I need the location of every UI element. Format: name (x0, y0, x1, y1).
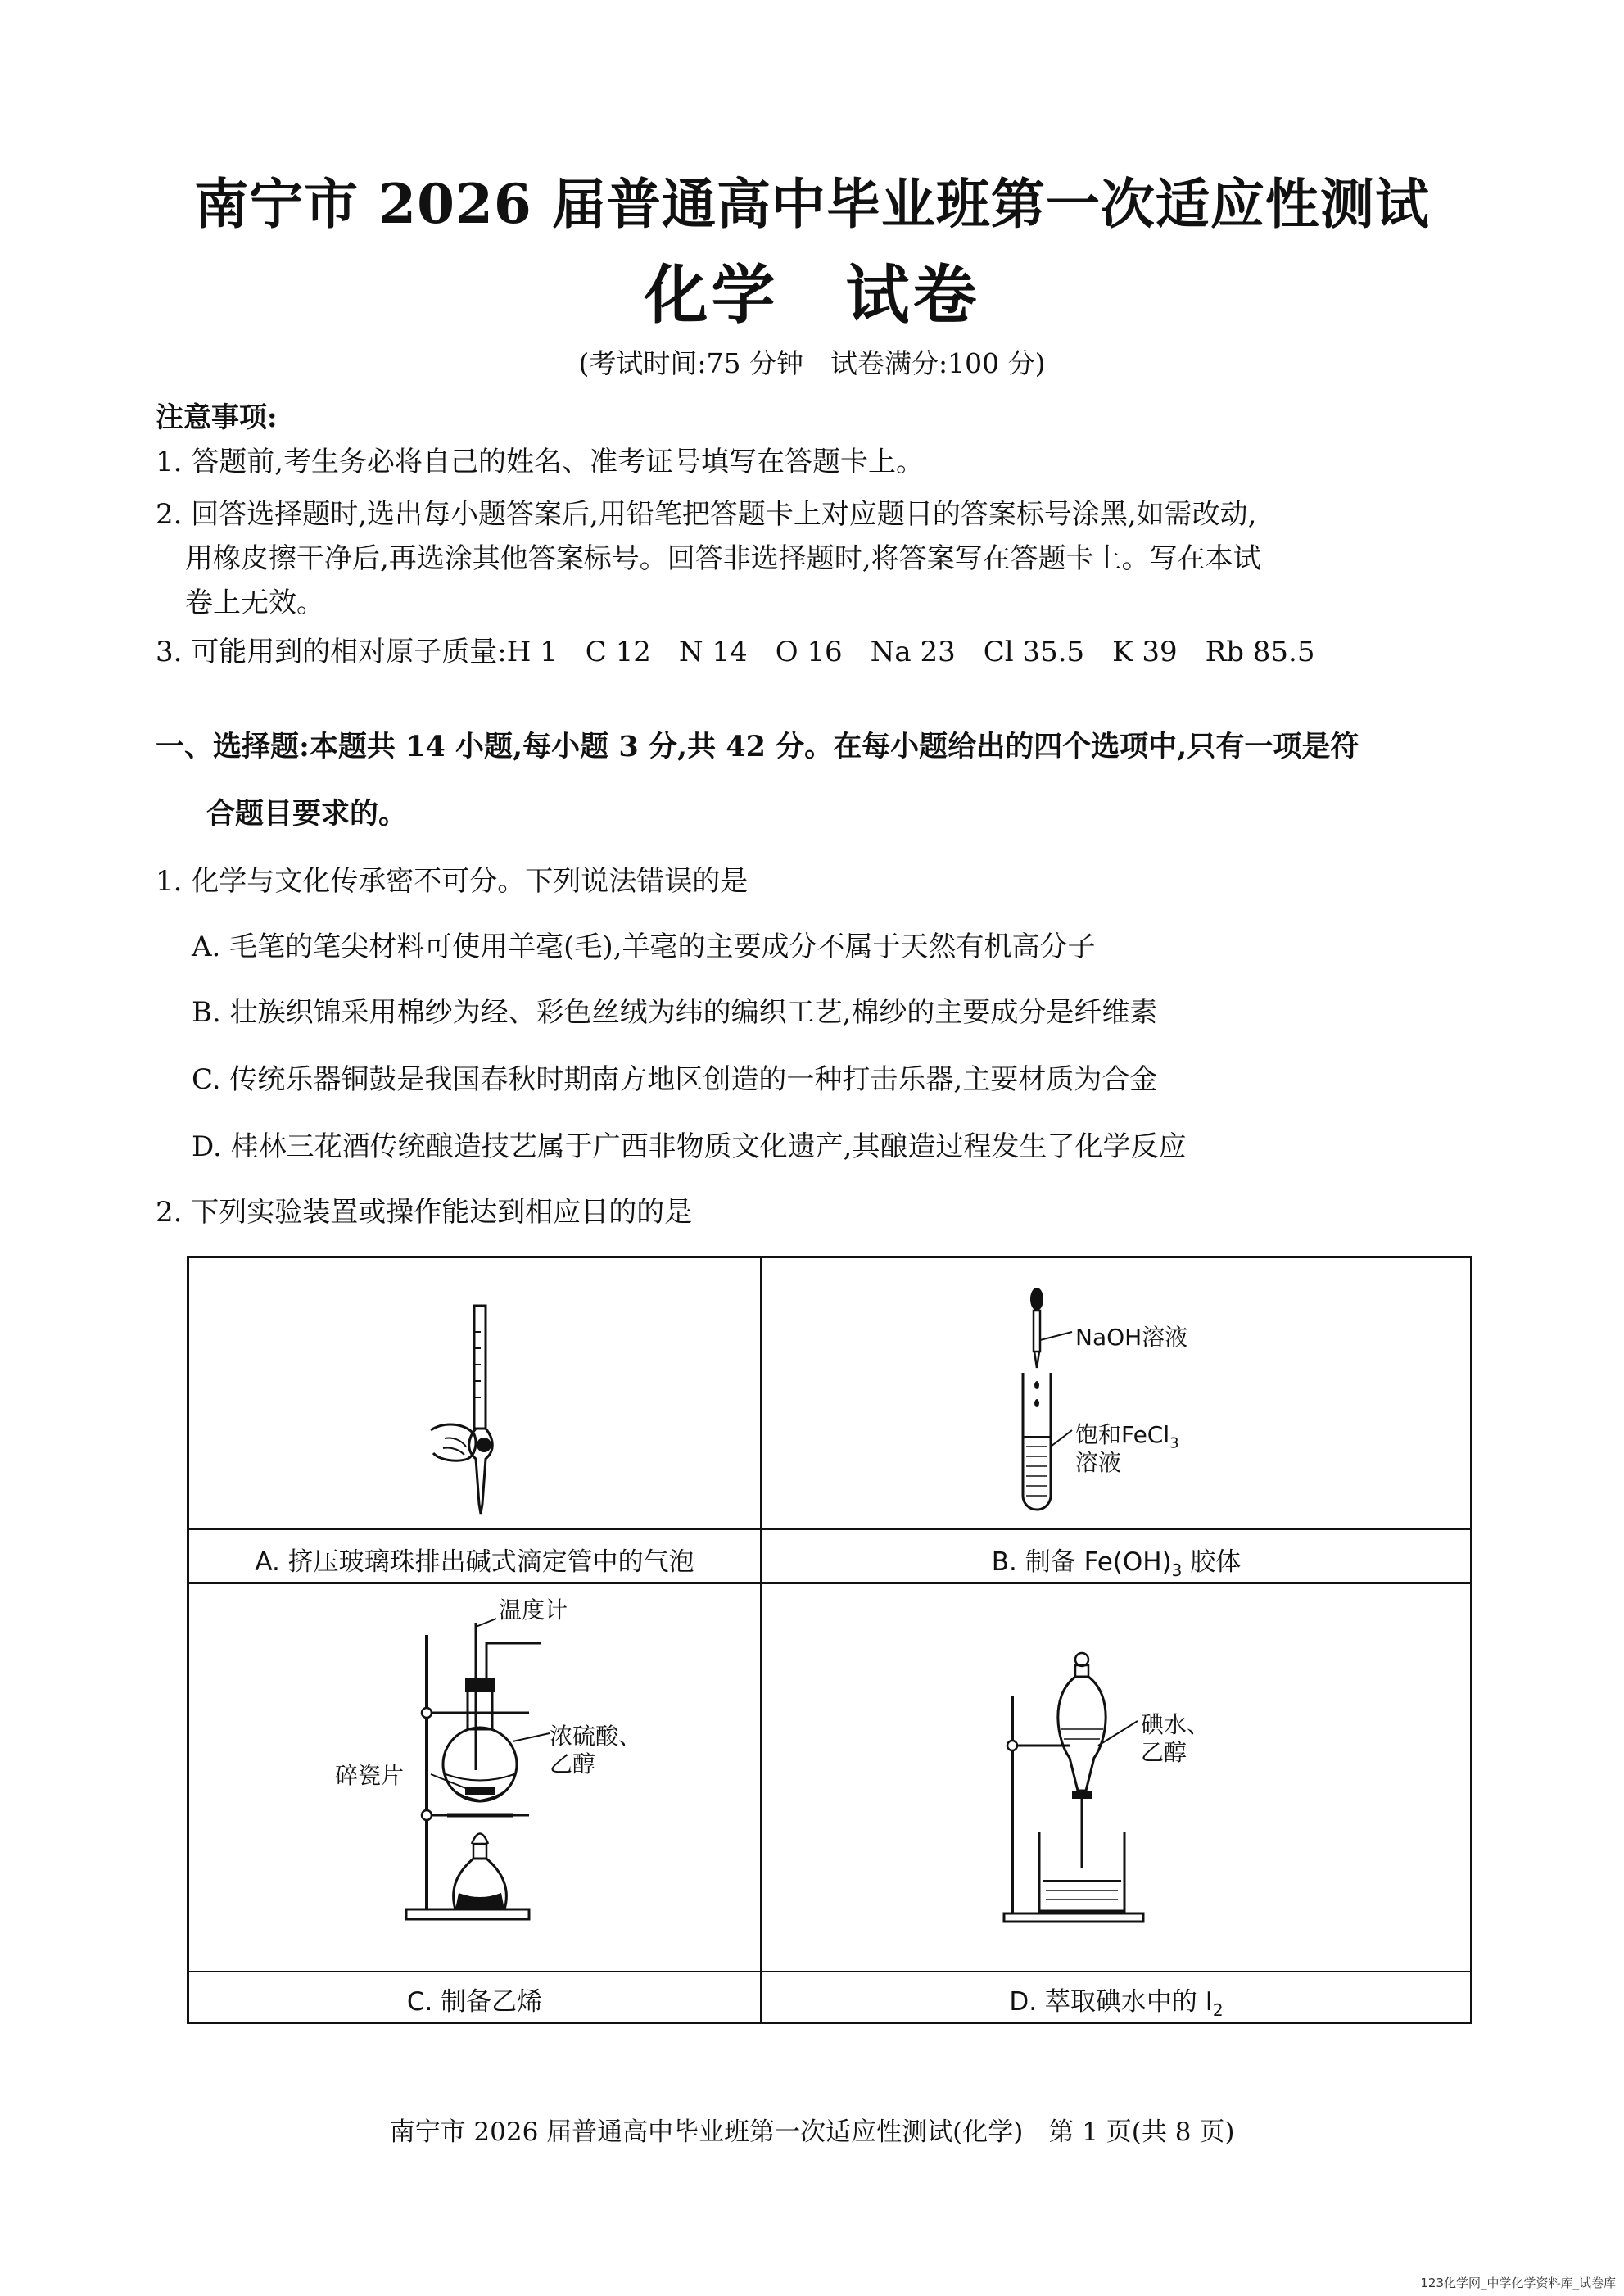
watermark-text: 123化学网_中学化学资料库_试卷库 (1420, 2276, 1616, 2290)
caption-c: C. 制备乙烯 (406, 1987, 543, 2017)
caption-b (762, 1541, 1470, 1580)
caption-b-prefix: B. 制备 Fe(OH) (991, 1547, 1172, 1577)
notice-item-3: 3. 可能用到的相对原子质量:H 1 C 12 N 14 O 16 Na 23 Cl 35.5 K 39 Rb 85.5 (156, 636, 1315, 668)
figure-c-ethylene-apparatus (398, 1619, 562, 1930)
notice-item-2-line-1: 2. 回答选择题时,选出每小题答案后,用铅笔把答题卡上对应题目的答案标号涂黑,如需改动, (156, 498, 1257, 531)
caption-d-subscript: 2 (1212, 2000, 1224, 2021)
table-divider-caption-top (189, 1528, 1470, 1530)
section-heading-line-2: 合题目要求的。 (206, 797, 408, 831)
exam-info: (考试时间:75 分钟 试卷满分:100 分) (578, 347, 1046, 379)
caption-b-subscript: 3 (1171, 1560, 1183, 1581)
page-footer: 南宁市 2026 届普通高中毕业班第一次适应性测试(化学) 第 1 页(共 8 页) (389, 2117, 1235, 2147)
q1-option-c: C. 传统乐器铜鼓是我国春秋时期南方地区创造的一种打击乐器,主要材质为合金 (192, 1063, 1158, 1096)
label-naoh-solution: NaOH溶液 (1075, 1324, 1188, 1351)
figure-a-burette (427, 1299, 550, 1520)
section-heading-line-1: 一、选择题:本题共 14 小题,每小题 3 分,共 42 分。在每小题给出的四个选项中,只有一项是符 (156, 730, 1359, 763)
exam-title: 南宁市 2026 届普通高中毕业班第一次适应性测试 (194, 172, 1430, 236)
notice-item-1: 1. 答题前,考生务必将自己的姓名、准考证号填写在答题卡上。 (156, 446, 925, 478)
label-thermometer: 温度计 (499, 1596, 568, 1624)
label-iodine-water-line-1: 碘水、 (1141, 1711, 1210, 1738)
label-acid-line-1: 浓硫酸、 (550, 1723, 642, 1750)
table-divider-vertical (760, 1258, 762, 2022)
caption-d (762, 1981, 1470, 2020)
table-divider-caption-bottom (189, 1971, 1470, 1972)
label-fecl3-subscript: 3 (1169, 1434, 1179, 1452)
q1-option-b: B. 壮族织锦采用棉纱为经、彩色丝绒为纬的编织工艺,棉纱的主要成分是纤维素 (192, 996, 1158, 1029)
caption-d-prefix: D. 萃取碘水中的 I (1009, 1987, 1213, 2017)
exam-subtitle: 化学 试卷 (644, 258, 980, 333)
q1-stem: 1. 化学与文化传承密不可分。下列说法错误的是 (156, 865, 749, 898)
q1-option-d: D. 桂林三花酒传统酿造技艺属于广西非物质文化遗产,其酿造过程发生了化学反应 (192, 1130, 1187, 1163)
label-porcelain-chips: 碎瓷片 (335, 1762, 405, 1789)
label-acid-line-2: 乙醇 (550, 1750, 596, 1777)
q1-option-a: A. 毛笔的笔尖材料可使用羊毫(毛),羊毫的主要成分不属于天然有机高分子 (192, 931, 1096, 963)
table-divider-middle (189, 1582, 1470, 1584)
label-iodine-water-line-2: 乙醇 (1141, 1739, 1187, 1766)
caption-a: A. 挤压玻璃珠排出碱式滴定管中的气泡 (255, 1547, 694, 1577)
label-fecl3-line-2: 溶液 (1075, 1449, 1122, 1476)
q2-figure-table (187, 1256, 1472, 2024)
q2-stem: 2. 下列实验装置或操作能达到相应目的的是 (156, 1196, 693, 1229)
figure-d-separatory-funnel (1000, 1647, 1147, 1926)
notice-item-2-line-3: 卷上无效。 (185, 586, 324, 619)
caption-b-suffix: 胶体 (1182, 1547, 1242, 1577)
notice-heading: 注意事项: (156, 401, 278, 434)
label-fecl3-prefix: 饱和FeCl (1075, 1421, 1170, 1448)
notice-item-2-line-2: 用橡皮擦干净后,再选涂其他答案标号。回答非选择题时,将答案写在答题卡上。写在本试 (185, 542, 1261, 575)
